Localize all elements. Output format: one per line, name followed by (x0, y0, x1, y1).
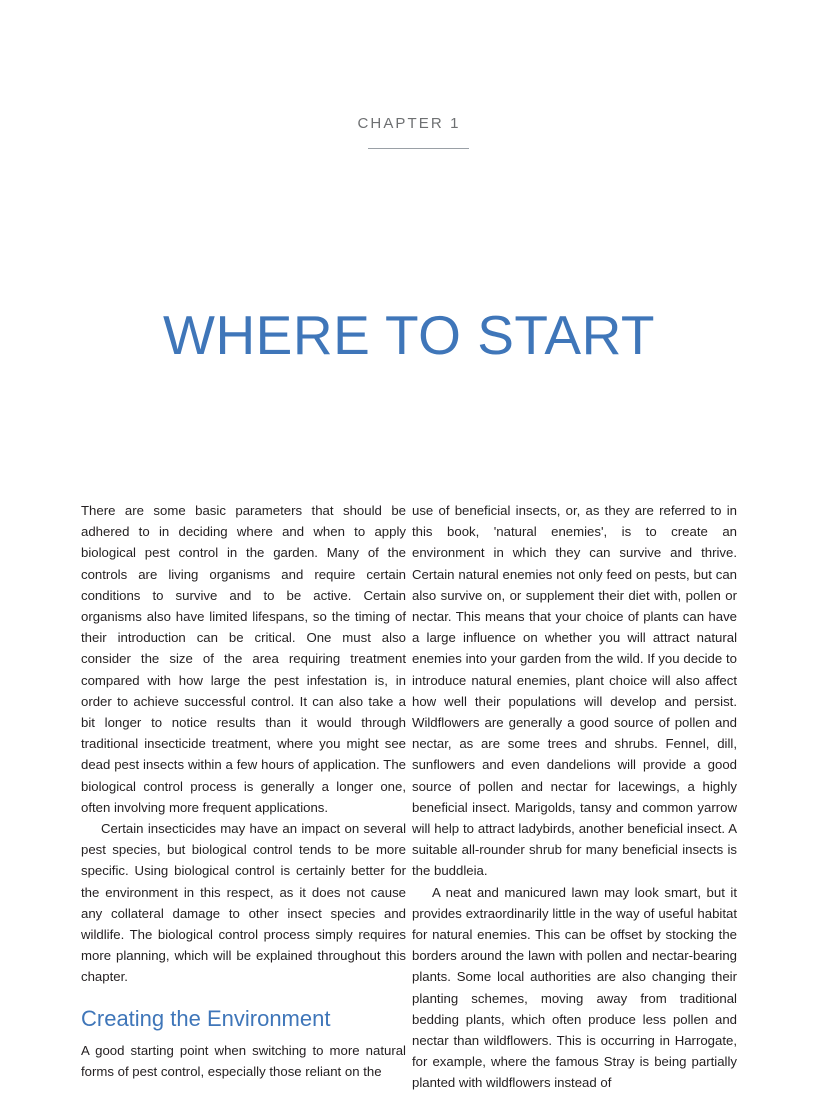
paragraph: A neat and manicured lawn may look smart, but it provides extraordinarily little in the way of useful habitat for natural enemies. This can be offset by stocking the borders around the lawn with pollen and nectar-bearing plants. Some local authorities are also changing their planting schemes, moving away from traditional bedding plants, which often produce less pollen and nectar than wildflowers. This is occurring in Harrogate, for example, where the famous Stray is being partially planted with wildflowers instead of (412, 884, 737, 1091)
left-column (81, 500, 406, 1094)
paragraph: Certain insecticides may have an impact on several pest species, but biological control tends to be more specific. Using biological control is certainly better for the environment in this respect, as it does not cause any collateral damage to other insect species and wildlife. The biological control process simply requires more planning, which will be explained throughout this chapter. (81, 821, 406, 985)
chapter-label: CHAPTER 1 (357, 115, 461, 132)
section-heading: Creating the Environment (81, 1005, 331, 1031)
paragraph: use of beneficial insects, or, as they are referred to in this book, 'natural enemies', is to create an environment in which they can survive and thrive. Certain natural enemies not only feed on pests, but can also survive on, or supplement their diet with, pollen or nectar. This means that your choice of plants can have a large influence on whether you will attract natural enemies into your garden from the wild. If you decide to introduce natural enemies, plant choice will also affect how well their populations will develop and persist. Wildflowers are generally a good source of pollen and nectar, as are some trees and shrubs. Fennel, dill, sunflowers and even dandelions will provide a good source of pollen and nectar for lacewings, a highly beneficial insect. Marigolds, tansy and common yarrow will help to attract ladybirds, another beneficial insect. A suitable all-rounder shrub for many beneficial insects is the buddleia. (412, 503, 737, 879)
chapter-divider (368, 148, 469, 149)
paragraph: There are some basic parameters that should be adhered to in deciding where and when to apply biological pest control in the garden. Many of the controls are living organisms and require certain conditions to survive and to be active. Certain organisms also have limited lifespans, so the timing of their introduction can be critical. One must also consider the size of the area requiring treatment compared with how large the pest infestation is, in order to achieve successful control. It can also take a bit longer to notice results than it would through traditional insecticide treatment, where you might see dead pest insects within a few hours of application. The biological control process is generally a longer one, often involving more frequent applications. (81, 503, 406, 815)
paragraph: A good starting point when switching to more natural forms of pest control, especially those reliant on the (81, 1043, 406, 1080)
right-column (412, 500, 737, 1094)
page-title: WHERE TO START (163, 303, 655, 366)
body-columns (81, 500, 737, 1094)
